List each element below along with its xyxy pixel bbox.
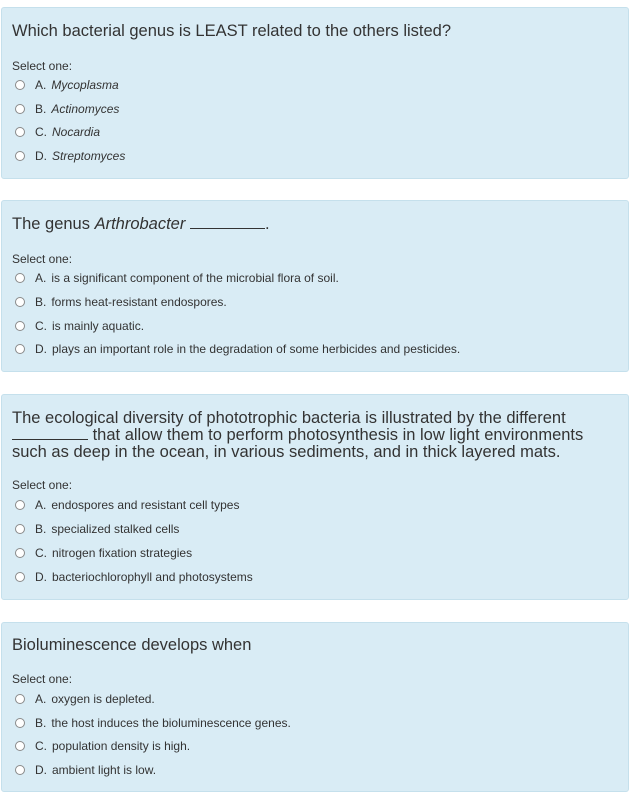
option-label: nitrogen fixation strategies xyxy=(52,546,193,560)
option-label: endospores and resistant cell types xyxy=(51,498,240,512)
option-label: Actinomyces xyxy=(51,102,120,116)
option-c[interactable]: C. population density is high. xyxy=(15,738,190,754)
option-label: population density is high. xyxy=(52,739,191,753)
option-b[interactable]: B. forms heat-resistant endospores. xyxy=(15,294,227,310)
radio-icon[interactable] xyxy=(15,741,25,751)
option-a[interactable]: A. is a significant component of the microbial flora of soil. xyxy=(15,270,339,286)
option-label: Streptomyces xyxy=(52,149,126,163)
option-label: bacteriochlorophyll and photosystems xyxy=(52,570,253,584)
question-card-2 xyxy=(1,200,629,372)
option-label: ambient light is low. xyxy=(52,763,157,777)
question-card-1 xyxy=(1,7,629,179)
radio-icon[interactable] xyxy=(15,718,25,728)
option-label: is a significant component of the microbial flora of soil. xyxy=(51,271,339,285)
radio-icon[interactable] xyxy=(15,548,25,558)
option-label: specialized stalked cells xyxy=(51,522,180,536)
radio-icon[interactable] xyxy=(15,104,25,114)
question-text: The genus Arthrobacter . xyxy=(12,215,270,233)
question-text: The ecological diversity of phototrophic bacteria is illustrated by the different that allow them to perform photosynthesis in low light environments such as deep in the ocean, in various sediments, and in thick layered mats. xyxy=(12,409,584,461)
option-b[interactable]: B. Actinomyces xyxy=(15,101,119,117)
option-d[interactable]: D. Streptomyces xyxy=(15,148,125,164)
radio-icon[interactable] xyxy=(15,127,25,137)
answer-blank xyxy=(190,228,265,229)
option-d[interactable]: D. plays an important role in the degradation of some herbicides and pesticides. xyxy=(15,341,460,357)
question-text: Bioluminescence develops when xyxy=(12,636,252,654)
radio-icon[interactable] xyxy=(15,524,25,534)
option-label: the host induces the bioluminescence genes. xyxy=(51,716,291,730)
radio-icon[interactable] xyxy=(15,297,25,307)
option-c[interactable]: C. nitrogen fixation strategies xyxy=(15,545,192,561)
option-label: forms heat-resistant endospores. xyxy=(51,295,227,309)
option-label: plays an important role in the degradation of some herbicides and pesticides. xyxy=(52,342,461,356)
option-label: oxygen is depleted. xyxy=(51,692,155,706)
radio-icon[interactable] xyxy=(15,500,25,510)
option-a[interactable]: A. oxygen is depleted. xyxy=(15,691,155,707)
option-d[interactable]: D. ambient light is low. xyxy=(15,762,156,778)
option-d[interactable]: D. bacteriochlorophyll and photosystems xyxy=(15,569,253,585)
option-label: Nocardia xyxy=(52,125,101,139)
radio-icon[interactable] xyxy=(15,273,25,283)
option-b[interactable]: B. specialized stalked cells xyxy=(15,521,179,537)
answer-blank xyxy=(12,439,88,440)
question-card-4 xyxy=(1,622,629,792)
option-c[interactable]: C. Nocardia xyxy=(15,124,100,140)
radio-icon[interactable] xyxy=(15,694,25,704)
select-one-label: Select one: xyxy=(12,59,73,73)
option-b[interactable]: B. the host induces the bioluminescence genes. xyxy=(15,715,291,731)
option-a[interactable]: A. Mycoplasma xyxy=(15,77,119,93)
option-label: Mycoplasma xyxy=(51,78,119,92)
option-label: is mainly aquatic. xyxy=(52,319,145,333)
select-one-label: Select one: xyxy=(12,672,73,686)
radio-icon[interactable] xyxy=(15,572,25,582)
option-a[interactable]: A. endospores and resistant cell types xyxy=(15,497,239,513)
radio-icon[interactable] xyxy=(15,344,25,354)
question-text: Which bacterial genus is LEAST related to the others listed? xyxy=(12,22,452,40)
radio-icon[interactable] xyxy=(15,80,25,90)
option-c[interactable]: C. is mainly aquatic. xyxy=(15,318,144,334)
radio-icon[interactable] xyxy=(15,321,25,331)
radio-icon[interactable] xyxy=(15,765,25,775)
question-card-3 xyxy=(1,394,629,600)
select-one-label: Select one: xyxy=(12,252,73,266)
radio-icon[interactable] xyxy=(15,151,25,161)
select-one-label: Select one: xyxy=(12,478,73,492)
